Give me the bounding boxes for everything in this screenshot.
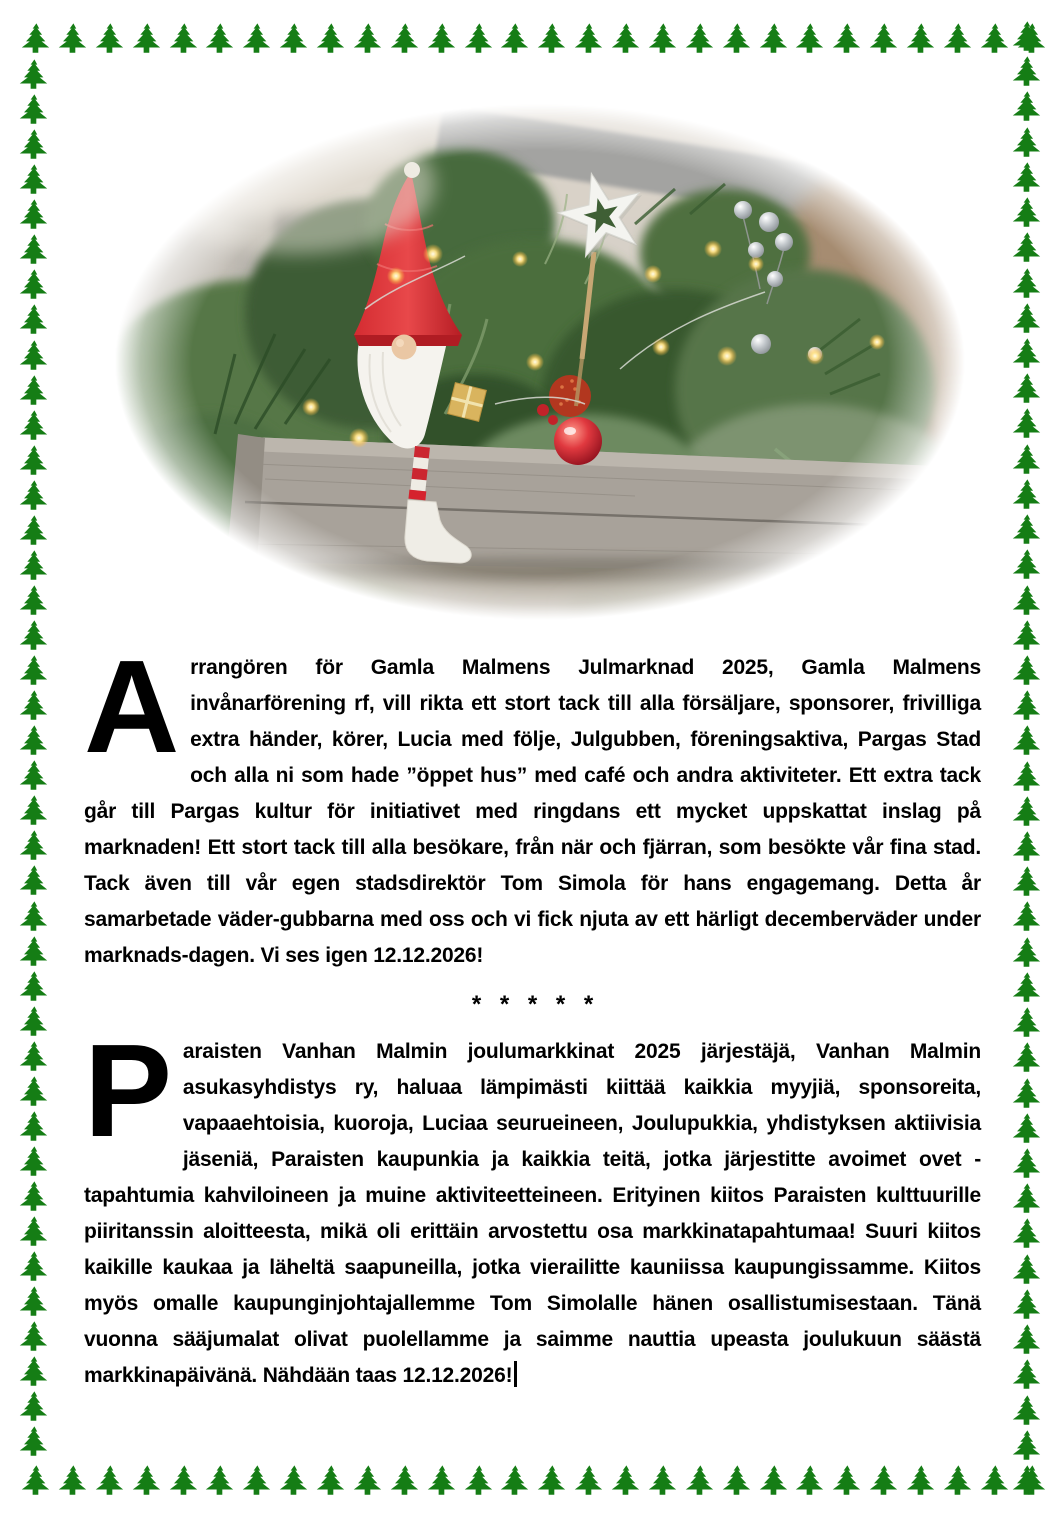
christmas-tree-icon bbox=[55, 1464, 89, 1498]
christmas-tree-icon bbox=[1009, 1006, 1043, 1040]
christmas-tree-icon bbox=[16, 163, 50, 197]
christmas-tree-icon bbox=[16, 1425, 50, 1459]
christmas-tree-icon bbox=[829, 22, 863, 56]
christmas-tree-icon bbox=[387, 22, 421, 56]
christmas-tree-icon bbox=[16, 549, 50, 583]
christmas-tree-icon bbox=[424, 1464, 458, 1498]
christmas-tree-icon bbox=[16, 128, 50, 162]
tree-border-top bbox=[18, 22, 1048, 58]
article-body bbox=[84, 633, 981, 1394]
christmas-tree-icon bbox=[16, 1285, 50, 1319]
christmas-tree-icon bbox=[16, 654, 50, 688]
christmas-tree-icon bbox=[276, 22, 310, 56]
christmas-tree-icon bbox=[829, 1464, 863, 1498]
christmas-tree-icon bbox=[424, 22, 458, 56]
dropcap-p: P bbox=[84, 1017, 172, 1164]
christmas-tree-icon bbox=[1009, 1429, 1043, 1463]
christmas-tree-icon bbox=[16, 198, 50, 232]
christmas-tree-icon bbox=[1009, 513, 1043, 547]
christmas-tree-icon bbox=[313, 1464, 347, 1498]
christmas-tree-icon bbox=[608, 1464, 642, 1498]
christmas-tree-icon bbox=[1009, 337, 1043, 371]
tree-border-left bbox=[16, 58, 52, 1460]
christmas-tree-icon bbox=[16, 93, 50, 127]
christmas-tree-icon bbox=[55, 22, 89, 56]
christmas-tree-icon bbox=[16, 1145, 50, 1179]
christmas-tree-icon bbox=[129, 22, 163, 56]
christmas-tree-icon bbox=[16, 1180, 50, 1214]
christmas-tree-icon bbox=[1009, 1182, 1043, 1216]
christmas-tree-icon bbox=[1009, 689, 1043, 723]
christmas-tree-icon bbox=[18, 1464, 52, 1498]
christmas-tree-icon bbox=[977, 22, 1011, 56]
christmas-tree-icon bbox=[903, 1464, 937, 1498]
christmas-tree-icon bbox=[16, 374, 50, 408]
christmas-tree-icon bbox=[1009, 1077, 1043, 1111]
christmas-tree-icon bbox=[792, 1464, 826, 1498]
christmas-tree-icon bbox=[1009, 1217, 1043, 1251]
christmas-tree-icon bbox=[1009, 619, 1043, 653]
christmas-tree-icon bbox=[1009, 407, 1043, 441]
christmas-tree-icon bbox=[276, 1464, 310, 1498]
christmas-tree-icon bbox=[16, 1075, 50, 1109]
paragraph-finnish[interactable] bbox=[84, 1017, 981, 1394]
christmas-tree-icon bbox=[16, 1005, 50, 1039]
christmas-tree-icon bbox=[16, 584, 50, 618]
christmas-tree-icon bbox=[16, 1215, 50, 1249]
christmas-tree-icon bbox=[792, 22, 826, 56]
christmas-tree-icon bbox=[92, 22, 126, 56]
paragraph-finnish-text: araisten Vanhan Malmin joulumarkkinat 2025 järjestäjä, Vanhan Malmin asukasyhdistys ry, haluaa lämpimästi kiittää kaikkia myyjiä, sponsoreita, vapaaehtoisia, kuoroja, Luciaa seurueineen, Joulupukkia, yhdistyksen aktiivisia jäseniä, Paraisten kaupunkia ja kaikkia teitä, jotka järjestitte avoimet ovet -tapahtumia kahviloineen ja muine aktiviteetteineen. Erityinen kiitos Paraisten kulttuurille piiritanssin aloitteesta, mikä oli erittäin arvostettu osa markkinatapahtumaa! Suuri kiitos kaikille kaukaa ja läheltä saapuneilla, jotka vierailitte kauniissa kaupungissamme. Kiitos myös omalle kaupunginjohtajallemme Tom Simolalle hänen osallistumisestaan. Tänä vuonna sääjumalat olivat puolellamme ja saimme nauttia upeasta joulukuun säästä markkinapäivänä. Nähdään taas 12.12.2026! bbox=[84, 1040, 981, 1387]
christmas-tree-icon bbox=[166, 22, 200, 56]
christmas-tree-icon bbox=[16, 1355, 50, 1389]
christmas-tree-icon bbox=[940, 1464, 974, 1498]
text-cursor bbox=[514, 1361, 517, 1387]
christmas-tree-icon bbox=[16, 268, 50, 302]
christmas-tree-icon bbox=[1009, 724, 1043, 758]
christmas-tree-icon bbox=[16, 619, 50, 653]
christmas-tree-icon bbox=[92, 1464, 126, 1498]
christmas-tree-icon bbox=[682, 1464, 716, 1498]
christmas-tree-icon bbox=[534, 1464, 568, 1498]
christmas-tree-icon bbox=[608, 22, 642, 56]
christmas-tree-icon bbox=[1009, 1394, 1043, 1428]
christmas-tree-icon bbox=[16, 689, 50, 723]
christmas-tree-icon bbox=[350, 22, 384, 56]
christmas-tree-icon bbox=[16, 864, 50, 898]
christmas-tree-icon bbox=[1009, 1112, 1043, 1146]
christmas-tree-icon bbox=[1009, 196, 1043, 230]
christmas-tree-icon bbox=[313, 22, 347, 56]
christmas-tree-icon bbox=[1009, 548, 1043, 582]
christmas-tree-icon bbox=[16, 233, 50, 267]
christmas-tree-icon bbox=[16, 759, 50, 793]
christmas-tree-icon bbox=[16, 58, 50, 92]
christmas-tree-icon bbox=[461, 22, 495, 56]
christmas-tree-icon bbox=[16, 794, 50, 828]
christmas-tree-icon bbox=[903, 22, 937, 56]
christmas-tree-icon bbox=[1009, 231, 1043, 265]
christmas-tree-icon bbox=[1009, 20, 1043, 54]
christmas-tree-icon bbox=[1009, 795, 1043, 829]
christmas-tree-icon bbox=[719, 1464, 753, 1498]
christmas-tree-icon bbox=[239, 22, 273, 56]
christmas-tree-icon bbox=[16, 479, 50, 513]
christmas-tree-icon bbox=[1009, 1041, 1043, 1075]
christmas-tree-icon bbox=[571, 1464, 605, 1498]
christmas-tree-icon bbox=[16, 514, 50, 548]
christmas-tree-icon bbox=[1009, 584, 1043, 618]
christmas-tree-icon bbox=[1009, 654, 1043, 688]
christmas-tree-icon bbox=[387, 1464, 421, 1498]
christmas-tree-icon bbox=[719, 22, 753, 56]
christmas-tree-icon bbox=[571, 22, 605, 56]
christmas-tree-icon bbox=[166, 1464, 200, 1498]
christmas-tree-icon bbox=[1009, 90, 1043, 124]
christmas-tree-icon bbox=[1009, 900, 1043, 934]
christmas-tree-icon bbox=[645, 1464, 679, 1498]
christmas-tree-icon bbox=[1009, 1358, 1043, 1392]
christmas-tree-icon bbox=[1009, 1288, 1043, 1322]
christmas-tree-icon bbox=[1009, 830, 1043, 864]
gnome-planter-photo bbox=[115, 104, 965, 620]
tree-border-right bbox=[1009, 20, 1045, 1498]
christmas-tree-icon bbox=[1009, 1253, 1043, 1287]
christmas-tree-icon bbox=[1009, 302, 1043, 336]
christmas-tree-icon bbox=[1009, 760, 1043, 794]
christmas-tree-icon bbox=[16, 1320, 50, 1354]
christmas-tree-icon bbox=[202, 22, 236, 56]
christmas-tree-icon bbox=[16, 303, 50, 337]
christmas-tree-icon bbox=[534, 22, 568, 56]
asterisk-separator: * * * * * bbox=[471, 991, 594, 1018]
christmas-tree-icon bbox=[1009, 267, 1043, 301]
christmas-tree-icon bbox=[1009, 1323, 1043, 1357]
christmas-tree-icon bbox=[1009, 372, 1043, 406]
christmas-tree-icon bbox=[16, 1040, 50, 1074]
christmas-tree-icon bbox=[1009, 971, 1043, 1005]
paragraph-swedish-text: rrangören för Gamla Malmens Julmarknad 2025, Gamla Malmens invånarförening rf, vill rikta ett stort tack till alla försäljare, sponsorer, frivilliga extra händer, körer, Lucia med följe, Julgubben, föreningsaktiva, Pargas Stad och alla ni som hade ”öppet hus” med café och andra aktiviteter. Ett extra tack går till Pargas kultur för initiativet med ringdans ett mycket uppskattat inslag på marknaden! Ett stort tack till alla besökare, från när och fjärran, som besökte vår fina stad. Tack även till vår egen stadsdirektör Tom Simola för hans engagemang. Detta år samarbetade väder-gubbarna med oss och vi fick njuta av ett härligt decemberväder under marknads-dagen. Vi ses igen 12.12.2026! bbox=[84, 656, 981, 967]
christmas-tree-icon bbox=[497, 22, 531, 56]
dropcap-a: A bbox=[84, 633, 180, 780]
christmas-tree-icon bbox=[129, 1464, 163, 1498]
christmas-tree-icon bbox=[1009, 936, 1043, 970]
christmas-tree-icon bbox=[977, 1464, 1011, 1498]
christmas-tree-icon bbox=[16, 900, 50, 934]
christmas-tree-icon bbox=[1009, 443, 1043, 477]
christmas-tree-icon bbox=[16, 1250, 50, 1284]
christmas-tree-icon bbox=[16, 724, 50, 758]
christmas-tree-icon bbox=[16, 1390, 50, 1424]
christmas-tree-icon bbox=[16, 339, 50, 373]
christmas-tree-icon bbox=[18, 22, 52, 56]
christmas-tree-icon bbox=[16, 970, 50, 1004]
christmas-tree-icon bbox=[1009, 865, 1043, 899]
christmas-tree-icon bbox=[239, 1464, 273, 1498]
christmas-tree-icon bbox=[497, 1464, 531, 1498]
christmas-tree-icon bbox=[16, 444, 50, 478]
christmas-tree-icon bbox=[350, 1464, 384, 1498]
christmas-tree-icon bbox=[16, 829, 50, 863]
holiday-photo bbox=[115, 104, 965, 620]
christmas-tree-icon bbox=[16, 1110, 50, 1144]
tree-border-bottom bbox=[18, 1464, 1048, 1500]
christmas-tree-icon bbox=[1009, 161, 1043, 195]
christmas-tree-icon bbox=[756, 1464, 790, 1498]
christmas-tree-icon bbox=[1009, 126, 1043, 160]
christmas-tree-icon bbox=[756, 22, 790, 56]
christmas-tree-icon bbox=[1014, 1464, 1048, 1498]
christmas-tree-icon bbox=[16, 409, 50, 443]
christmas-tree-icon bbox=[1009, 1147, 1043, 1181]
christmas-tree-icon bbox=[866, 1464, 900, 1498]
christmas-tree-icon bbox=[682, 22, 716, 56]
christmas-tree-icon bbox=[1009, 55, 1043, 89]
paragraph-swedish[interactable] bbox=[84, 633, 981, 974]
christmas-tree-icon bbox=[202, 1464, 236, 1498]
christmas-tree-icon bbox=[461, 1464, 495, 1498]
christmas-tree-icon bbox=[16, 935, 50, 969]
christmas-tree-icon bbox=[645, 22, 679, 56]
christmas-tree-icon bbox=[866, 22, 900, 56]
christmas-tree-icon bbox=[940, 22, 974, 56]
christmas-tree-icon bbox=[1009, 478, 1043, 512]
